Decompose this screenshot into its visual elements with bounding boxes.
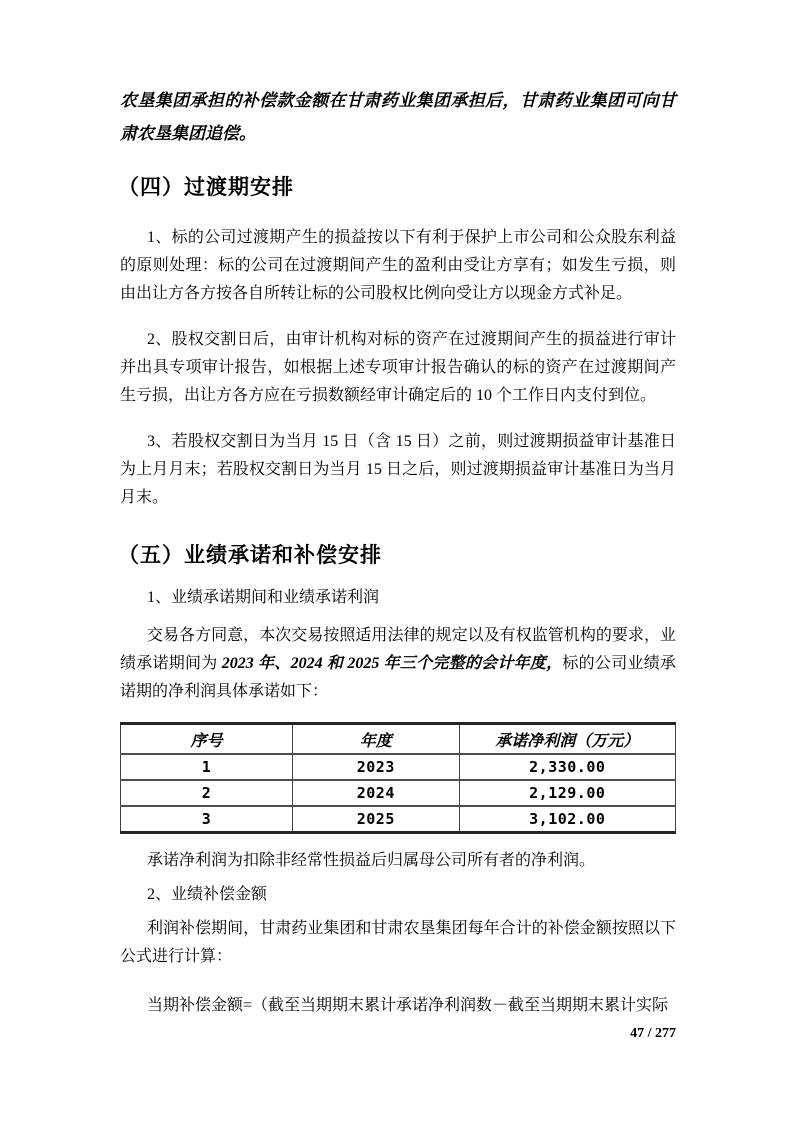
item-1-title: 1、业绩承诺期间和业绩承诺利润 bbox=[147, 589, 380, 606]
table-cell-index: 2 bbox=[121, 780, 293, 806]
table-header-index: 序号 bbox=[121, 724, 293, 755]
table-header-year: 年度 bbox=[293, 724, 460, 755]
note-paragraph: 承诺净利润为扣除非经常性损益后归属母公司所有者的净利润。 bbox=[147, 852, 596, 869]
commitment-table bbox=[120, 722, 676, 834]
section-4-paragraph-2: 2、股权交割日后，由审计机构对标的资产在过渡期间产生的损益进行审计并出具专项审计报告，如根据上述专项审计报告确认的标的资产在过渡期间产生亏损，出让方各方应在亏损数额经审计确定后的 10 个工作日内支付到位。 bbox=[120, 331, 676, 404]
page-number: 47 / 277 bbox=[630, 1026, 676, 1041]
table-cell-year: 2024 bbox=[293, 780, 460, 806]
table-header-profit: 承诺净利润（万元） bbox=[459, 724, 675, 755]
table-row bbox=[121, 780, 676, 806]
table-cell-profit: 2,330.00 bbox=[459, 754, 675, 780]
table-row bbox=[121, 806, 676, 833]
item-2-title: 2、业绩补偿金额 bbox=[147, 886, 268, 903]
intro-text-post: 标的公司业绩承诺期的净利润具体承诺如下： bbox=[120, 655, 676, 700]
intro-text-bold: 2023 年、2024 和 2025 年三个完整的会计年度， bbox=[221, 655, 563, 672]
section-4-paragraph-1: 1、标的公司过渡期产生的损益按以下有利于保护上市公司和公众股东利益的原则处理：标的公司在过渡期间产生的盈利由受让方享有；如发生亏损，则由出让方各方按各自所转让标的公司股权比例向受让方以现金方式补足。 bbox=[120, 229, 676, 302]
table-cell-index: 3 bbox=[121, 806, 293, 833]
table-cell-index: 1 bbox=[121, 754, 293, 780]
formula-paragraph: 当期补偿金额=（截至当期期末累计承诺净利润数－截至当期期末累计实际 bbox=[147, 997, 669, 1014]
compensation-paragraph: 利润补偿期间，甘肃药业集团和甘肃农垦集团每年合计的补偿金额按照以下公式进行计算： bbox=[120, 920, 676, 965]
table-header-row bbox=[121, 724, 676, 755]
document-content bbox=[120, 84, 676, 1020]
section-4-paragraph-3: 3、若股权交割日为当月 15 日（含 15 日）之前，则过渡期损益审计基准日为上月月末；若股权交割日为当月 15 日之后，则过渡期损益审计基准日为当月月末。 bbox=[120, 433, 676, 506]
table-row bbox=[121, 754, 676, 780]
commitment-table-wrapper bbox=[120, 722, 676, 834]
table-cell-year: 2023 bbox=[293, 754, 460, 780]
intro-text-pre: 交易各方同意，本次交易按照适用法律的规定以及有权监管机构的要求，业绩承诺期间为 bbox=[120, 627, 676, 672]
table-cell-profit: 2,129.00 bbox=[459, 780, 675, 806]
performance-commitment-intro bbox=[120, 622, 676, 706]
table-cell-year: 2025 bbox=[293, 806, 460, 833]
section-5-heading: （五）业绩承诺和补偿安排 bbox=[118, 544, 382, 567]
table-cell-profit: 3,102.00 bbox=[459, 806, 675, 833]
body-continuation-paragraph: 农垦集团承担的补偿款金额在甘肃药业集团承担后，甘肃药业集团可向甘肃农垦集团追偿。 bbox=[120, 91, 676, 143]
section-4-heading: （四）过渡期安排 bbox=[118, 176, 294, 199]
